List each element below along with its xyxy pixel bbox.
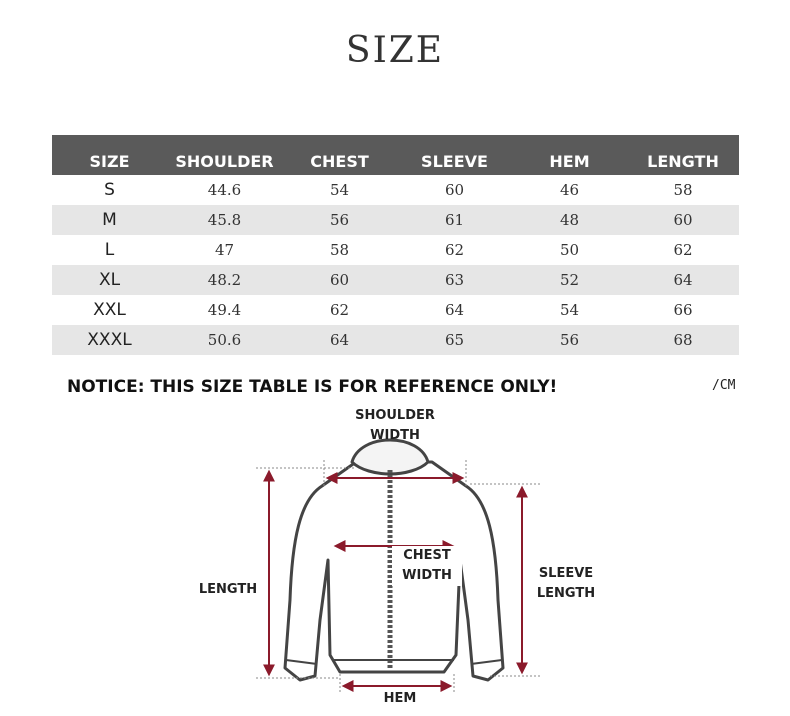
sleeve-cell: 63 xyxy=(397,265,512,295)
size-cell: XL xyxy=(52,265,167,295)
chest-cell: 58 xyxy=(329,241,350,259)
shoulder-label-line1: SHOULDER xyxy=(355,408,435,423)
hem-cell: 48 xyxy=(512,205,627,235)
length-cell: 66 xyxy=(673,301,693,319)
chest-cell: 54 xyxy=(329,181,350,199)
sleeve-cell: 62 xyxy=(444,241,465,259)
chest-label-line2: WIDTH xyxy=(402,568,452,583)
unit-label: /CM xyxy=(712,378,736,393)
header-chest: CHEST xyxy=(282,135,397,175)
header-size: SIZE xyxy=(52,135,167,175)
notice-text: NOTICE: THIS SIZE TABLE IS FOR REFERENCE ONLY! xyxy=(67,377,558,397)
shoulder-cell: 45.8 xyxy=(167,205,282,235)
length-cell: 58 xyxy=(673,181,693,199)
hem-cell: 54 xyxy=(559,301,580,319)
header-shoulder: SHOULDER xyxy=(167,135,282,175)
sleeve-cell: 64 xyxy=(444,301,465,319)
chest-cell: 62 xyxy=(329,301,350,319)
size-cell: XXL xyxy=(93,300,126,320)
shoulder-cell: 44.6 xyxy=(207,181,242,199)
hem-cell: 50 xyxy=(559,241,580,259)
size-cell: L xyxy=(104,240,115,260)
chest-cell: 60 xyxy=(282,265,397,295)
hem-cell: 46 xyxy=(559,181,580,199)
shoulder-label-line2: WIDTH xyxy=(370,428,420,443)
size-cell: XXXL xyxy=(52,325,167,355)
chest-cell: 56 xyxy=(282,205,397,235)
chest-label-line1: CHEST xyxy=(403,548,451,563)
sleeve-label-line1: SLEEVE xyxy=(538,566,594,581)
sleeve-label-line2: LENGTH xyxy=(536,586,596,601)
length-cell: 60 xyxy=(627,205,739,235)
length-cell: 68 xyxy=(627,325,739,355)
chest-width-label xyxy=(392,546,462,586)
chest-cell: 64 xyxy=(282,325,397,355)
shoulder-cell: 50.6 xyxy=(167,325,282,355)
header-hem: HEM xyxy=(512,135,627,175)
hem-cell: 56 xyxy=(512,325,627,355)
shoulder-cell: 48.2 xyxy=(167,265,282,295)
shoulder-width-label xyxy=(340,406,450,446)
header-length: LENGTH xyxy=(627,135,739,175)
length-cell: 64 xyxy=(627,265,739,295)
sleeve-length-label xyxy=(526,564,606,604)
sleeve-cell: 61 xyxy=(397,205,512,235)
sleeve-cell: 65 xyxy=(397,325,512,355)
length-cell: 62 xyxy=(673,241,693,259)
shoulder-cell: 49.4 xyxy=(207,301,242,319)
hem-cell: 52 xyxy=(512,265,627,295)
page-title: SIZE xyxy=(345,30,445,71)
shoulder-cell: 47 xyxy=(214,241,235,259)
size-cell: S xyxy=(104,180,115,200)
size-cell: M xyxy=(52,205,167,235)
header-sleeve: SLEEVE xyxy=(397,135,512,175)
length-label: LENGTH xyxy=(198,582,258,597)
hem-label: HEM xyxy=(383,691,417,706)
sleeve-cell: 60 xyxy=(444,181,465,199)
